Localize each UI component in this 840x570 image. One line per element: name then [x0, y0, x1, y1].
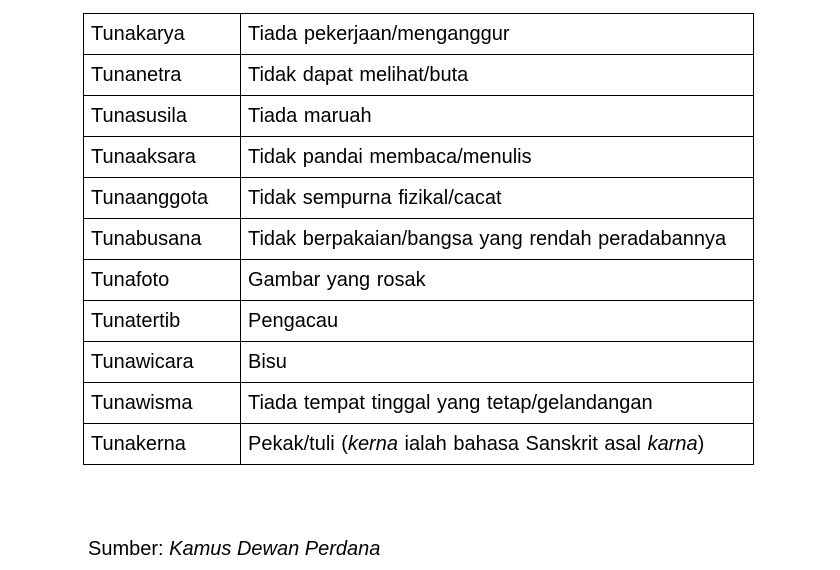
table-row [84, 55, 754, 96]
meaning-cell: Tiada tempat tinggal yang tetap/gelandangan [241, 383, 754, 424]
term-cell: Tunaaksara [84, 137, 241, 178]
table-row [84, 96, 754, 137]
term-cell: Tunawicara [84, 342, 241, 383]
term-cell: Tunafoto [84, 260, 241, 301]
term-cell: Tunakerna [84, 424, 241, 465]
meaning-cell: Tidak sempurna fizikal/cacat [241, 178, 754, 219]
word-table-container [83, 13, 754, 465]
meaning-cell: Pengacau [241, 301, 754, 342]
term-cell: Tunawisma [84, 383, 241, 424]
meaning-text: ialah bahasa Sanskrit asal [397, 433, 648, 455]
meaning-text: ) [697, 433, 705, 455]
meaning-cell: Bisu [241, 342, 754, 383]
meaning-cell: Gambar yang rosak [241, 260, 754, 301]
term-cell: Tunasusila [84, 96, 241, 137]
term-cell: Tunakarya [84, 14, 241, 55]
table-row [84, 137, 754, 178]
source-citation [88, 535, 380, 563]
meaning-cell [241, 424, 754, 465]
table-row [84, 383, 754, 424]
source-title: Kamus Dewan Perdana [169, 538, 381, 560]
table-row [84, 260, 754, 301]
table-row [84, 424, 754, 465]
source-label: Sumber: [88, 538, 164, 560]
meaning-cell: Tidak berpakaian/bangsa yang rendah peradabannya [241, 219, 754, 260]
term-cell: Tunanetra [84, 55, 241, 96]
meaning-text: Pekak/tuli ( [248, 433, 348, 455]
meaning-cell: Tiada pekerjaan/menganggur [241, 14, 754, 55]
meaning-cell: Tidak dapat melihat/buta [241, 55, 754, 96]
meaning-italic-term: karna [647, 433, 698, 455]
table-row [84, 301, 754, 342]
table-row [84, 178, 754, 219]
meaning-cell: Tiada maruah [241, 96, 754, 137]
term-cell: Tunaanggota [84, 178, 241, 219]
table-row [84, 342, 754, 383]
table-row [84, 14, 754, 55]
word-table [83, 13, 754, 465]
term-cell: Tunabusana [84, 219, 241, 260]
meaning-cell: Tidak pandai membaca/menulis [241, 137, 754, 178]
meaning-italic-term: kerna [347, 433, 398, 455]
table-row [84, 219, 754, 260]
term-cell: Tunatertib [84, 301, 241, 342]
